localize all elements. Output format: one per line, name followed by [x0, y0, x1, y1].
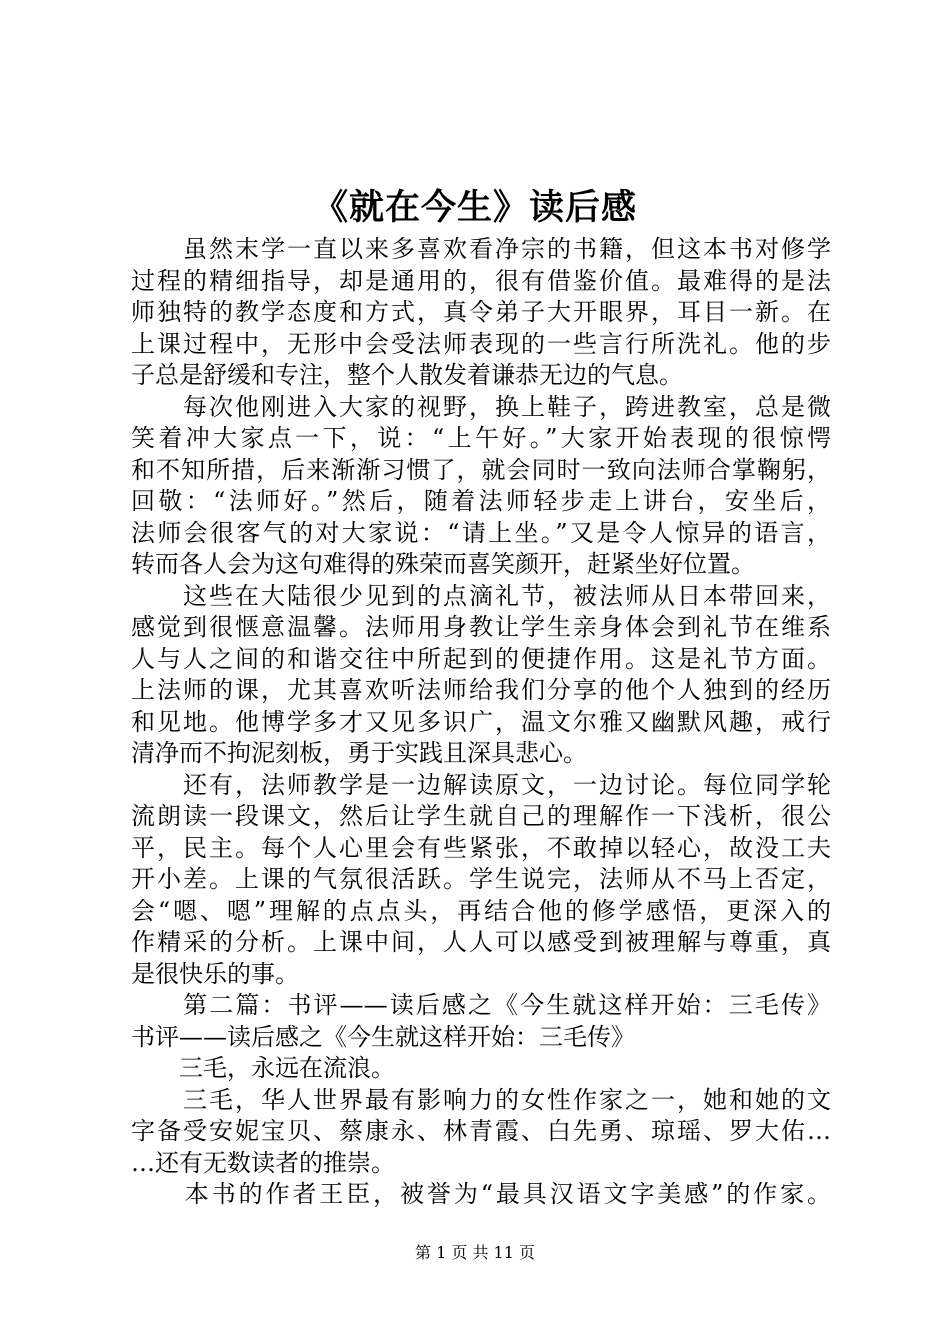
text-line: 虽然末学一直以来多喜欢看净宗的书籍，但这本书对修学: [131, 235, 831, 263]
text-line: 本书的作者王臣，被誉为“最具汉语文字美感”的作家。: [131, 1180, 831, 1208]
page-title: 《就在今生》读后感: [312, 187, 637, 228]
text-line: 和不知所措，后来渐渐习惯了，就会同时一致向法师合掌鞠躬，: [131, 455, 831, 484]
text-line: 书评——读后感之《今生就这样开始：三毛传》: [131, 1022, 635, 1051]
text-line: 过程的精细指导，却是通用的，很有借鉴价值。最难得的是法: [131, 266, 831, 295]
text-line: 平，民主。每个人心里会有些紧张，不敢掉以轻心，故没工夫: [131, 833, 831, 862]
text-line: 转而各人会为这句难得的殊荣而喜笑颜开，赶紧坐好位置。: [131, 550, 755, 578]
text-line: 上法师的课，尤其喜欢听法师给我们分享的他个人独到的经历: [131, 676, 831, 704]
text-line: …还有无数读者的推崇。: [131, 1148, 395, 1177]
text-line: 清净而不拘泥刻板，勇于实践且深具悲心。: [131, 739, 587, 767]
text-line: 和见地。他博学多才又见多识广，温文尔雅又幽默风趣，戒行: [131, 707, 831, 736]
text-line: 字备受安妮宝贝、蔡康永、林青霞、白先勇、琼瑶、罗大佑…: [131, 1117, 831, 1145]
text-line: 开小差。上课的气氛很活跃。学生说完，法师从不马上否定，: [131, 865, 831, 893]
text-line: 感觉到很惬意温馨。法师用身教让学生亲身体会到礼节在维系: [131, 613, 831, 641]
text-line: 子总是舒缓和专注，整个人散发着谦恭无边的气息。: [131, 361, 683, 389]
text-line: 会“嗯、嗯”理解的点点头，再结合他的修学感悟，更深入的: [131, 896, 831, 925]
text-line: 师独特的教学态度和方式，真令弟子大开眼界，耳目一新。在: [131, 298, 831, 326]
text-line: 回敬：“法师好。”然后，随着法师轻步走上讲台，安坐后，: [131, 487, 831, 515]
text-line: 三毛，华人世界最有影响力的女性作家之一，她和她的文: [131, 1085, 831, 1114]
text-line: 每次他刚进入大家的视野，换上鞋子，跨进教室，总是微: [131, 392, 831, 421]
text-line: 是很快乐的事。: [131, 959, 299, 988]
text-line: 法师会很客气的对大家说：“请上坐。”又是令人惊异的语言，: [131, 518, 831, 547]
document-body: [131, 234, 831, 1211]
text-line: 作精采的分析。上课中间，人人可以感受到被理解与尊重，真: [131, 928, 831, 956]
text-line: 三毛，永远在流浪。: [131, 1054, 395, 1082]
text-line: 人与人之间的和谐交往中所起到的便捷作用。这是礼节方面。: [131, 644, 831, 673]
text-line: 第二篇：书评——读后感之《今生就这样开始：三毛传》: [131, 991, 831, 1019]
text-line: 上课过程中，无形中会受法师表现的一些言行所洗礼。他的步: [131, 329, 831, 358]
text-line: 流朗读一段课文，然后让学生就自己的理解作一下浅析，很公: [131, 802, 831, 830]
text-line: 笑着冲大家点一下，说：“上午好。”大家开始表现的很惊愕: [131, 424, 831, 452]
page-footer: 第 1 页 共 11 页: [415, 1243, 535, 1262]
text-line: 这些在大陆很少见到的点滴礼节，被法师从日本带回来，: [131, 581, 831, 610]
text-line: 还有，法师教学是一边解读原文，一边讨论。每位同学轮: [131, 770, 831, 799]
